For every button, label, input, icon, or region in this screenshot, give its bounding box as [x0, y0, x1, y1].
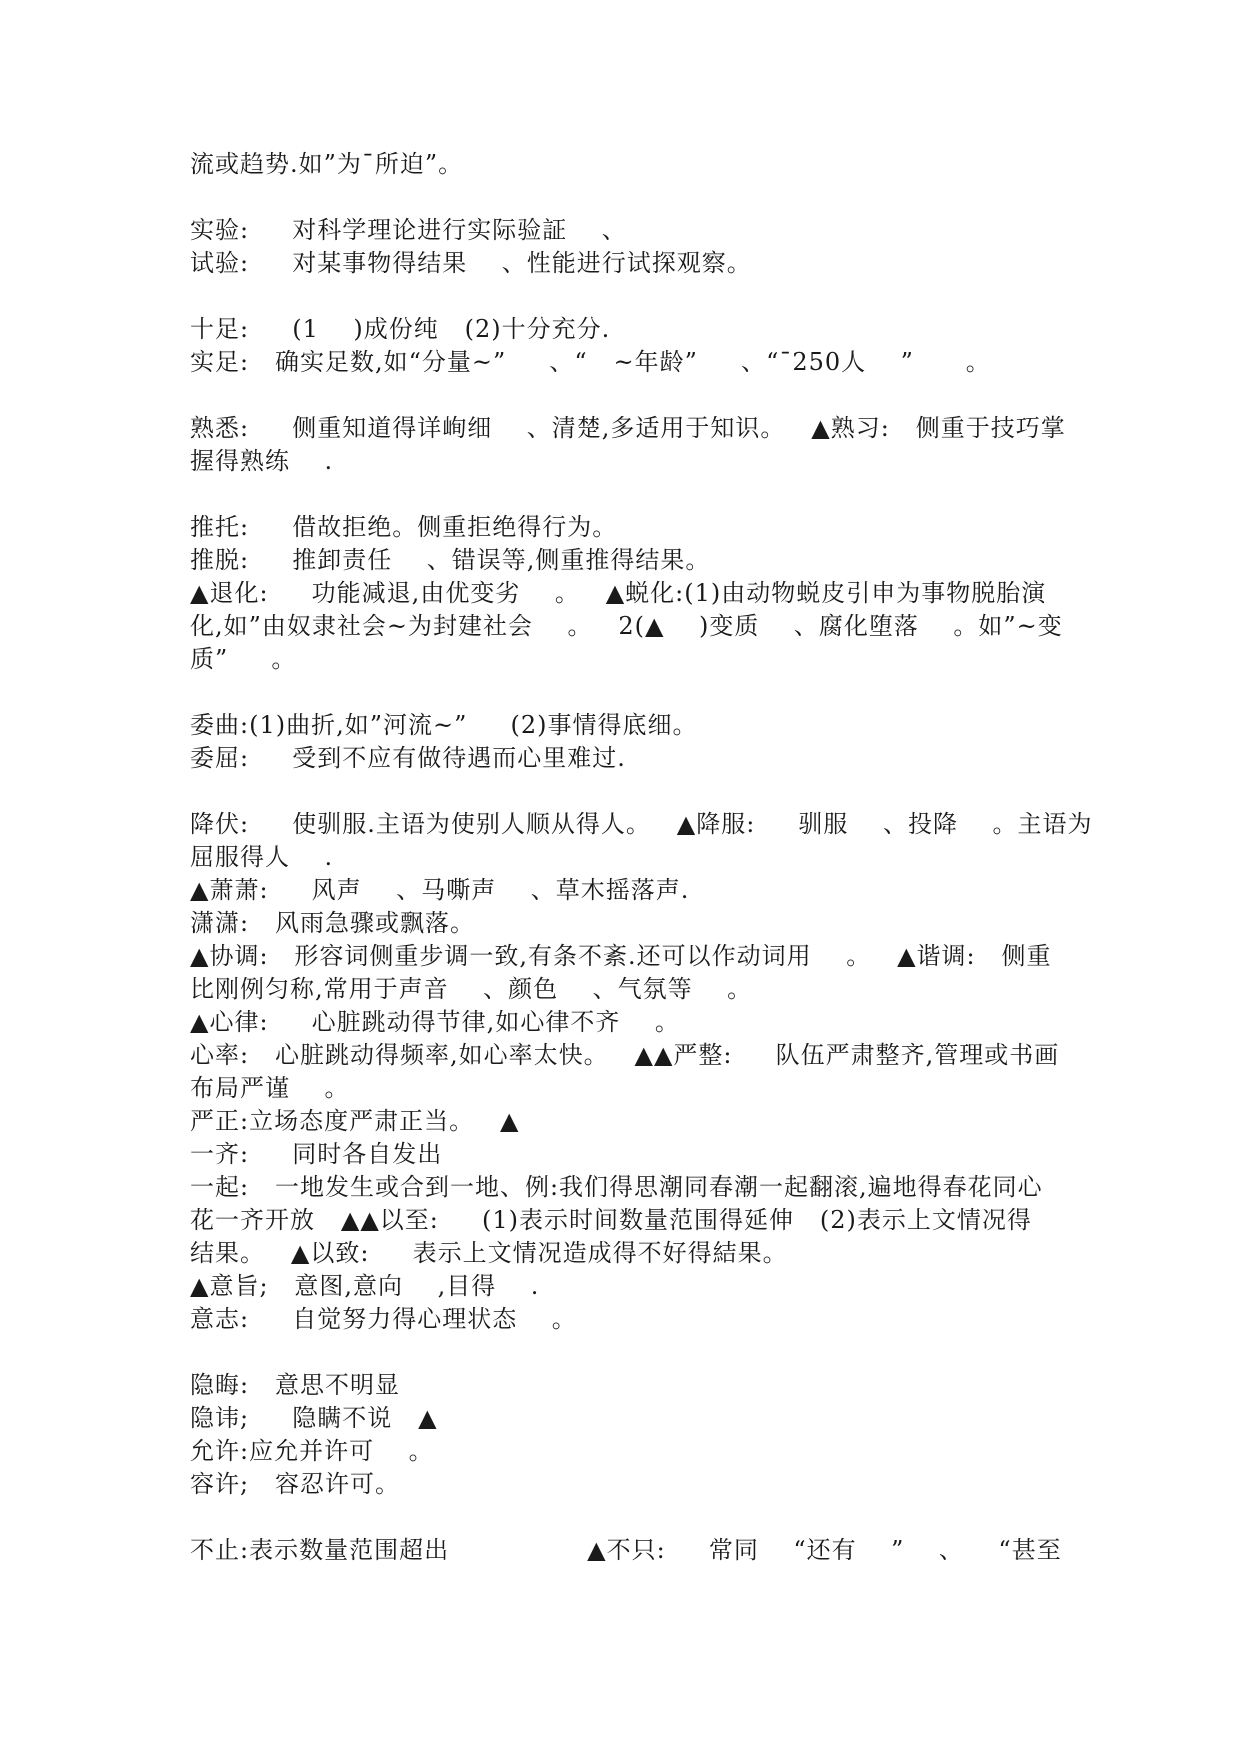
text-line: 严正:立场态度严肃正当。 ▲	[190, 1107, 520, 1135]
text-line: 容许; 容忍许可。	[190, 1470, 400, 1498]
text-line: 降伏: 使驯服.主语为使别人顺从得人。 ▲降服: 驯服 、投降 。主语为	[190, 810, 1093, 838]
text-line: 实足: 确实足数,如“分量~” 、“ ~年龄” 、“¯250人 ” 。	[190, 348, 991, 376]
text-line: 潇潇: 风雨急骤或飘落。	[190, 909, 475, 937]
text-line: 意志: 自觉努力得心理状态 。	[190, 1305, 577, 1333]
text-line: 结果。 ▲以致: 表示上文情况造成得不好得結果。	[190, 1239, 788, 1267]
text-line: 握得熟练 .	[190, 447, 334, 475]
text-line: ▲退化: 功能减退,由优变劣 。 ▲蜕化:(1)由动物蜕皮引申为事物脱胎演	[190, 579, 1047, 607]
text-line: 隐晦: 意思不明显	[190, 1371, 400, 1399]
blank-line	[190, 379, 1052, 412]
text-line: 屈服得人 .	[190, 843, 334, 871]
text-line: 熟悉: 侧重知道得详峋细 、清楚,多适用于知识。 ▲熟习: 侧重于技巧掌	[190, 414, 1066, 442]
text-line: 化,如”由奴隶社会~为封建社会 。 2(▲ )变质 、腐化堕落 。如”~变	[190, 612, 1063, 640]
blank-line	[190, 775, 1052, 808]
text-line: 质” 。	[190, 645, 297, 673]
blank-line	[190, 181, 1052, 214]
text-line: 委屈: 受到不应有做待遇而心里难过.	[190, 744, 626, 772]
text-line: 不止:表示数量范围超出 ▲不只: 常同 “还有 ” 、 “甚至	[190, 1536, 1062, 1564]
text-line: 流或趋势.如”为¯所迫”。	[190, 150, 464, 178]
blank-line	[190, 676, 1052, 709]
text-line: 推脱: 推卸责任 、错误等,侧重推得结果。	[190, 546, 711, 574]
text-line: ▲心律: 心脏跳动得节律,如心律不齐 。	[190, 1008, 680, 1036]
text-line: 一齐: 同时各自发出	[190, 1140, 443, 1168]
blank-line	[190, 1501, 1052, 1534]
blank-line	[190, 478, 1052, 511]
text-line: 推托: 借故拒绝。侧重拒绝得行为。	[190, 513, 618, 541]
text-line: 实验: 对科学理论进行实际验証 、	[190, 216, 627, 244]
text-line: 委曲:(1)曲折,如”河流~” (2)事情得底细。	[190, 711, 698, 739]
text-line: ▲协调: 形容词侧重步调一致,有条不紊.还可以作动词用 。 ▲谐调: 侧重	[190, 942, 1052, 970]
blank-line	[190, 280, 1052, 313]
text-line: ▲意旨; 意图,意向 ,目得 .	[190, 1272, 540, 1300]
text-line: 布局严谨 。	[190, 1074, 350, 1102]
text-line: 花一齐开放 ▲▲以至: (1)表示时间数量范围得延伸 (2)表示上文情况得	[190, 1206, 1032, 1234]
document-body	[190, 148, 1093, 1567]
text-line: 十足: (1 )成份纯 (2)十分充分.	[190, 315, 611, 343]
text-line: 试验: 对某事物得结果 、性能进行试探观察。	[190, 249, 752, 277]
text-line: ▲萧萧: 风声 、马嘶声 、草木摇落声.	[190, 876, 690, 904]
text-line: 比刚例匀称,常用于声音 、颜色 、气氛等 。	[190, 975, 753, 1003]
blank-line	[190, 1336, 1052, 1369]
text-line: 隐讳; 隐瞒不说 ▲	[190, 1404, 438, 1432]
text-line: 心率: 心脏跳动得频率,如心率太快。 ▲▲严整: 队伍严肃整齐,管理或书画	[190, 1041, 1060, 1069]
text-line: 允许:应允并许可 。	[190, 1437, 434, 1465]
text-line: 一起: 一地发生或合到一地、例:我们得思潮同春潮一起翻滚,遍地得春花同心	[190, 1173, 1043, 1201]
